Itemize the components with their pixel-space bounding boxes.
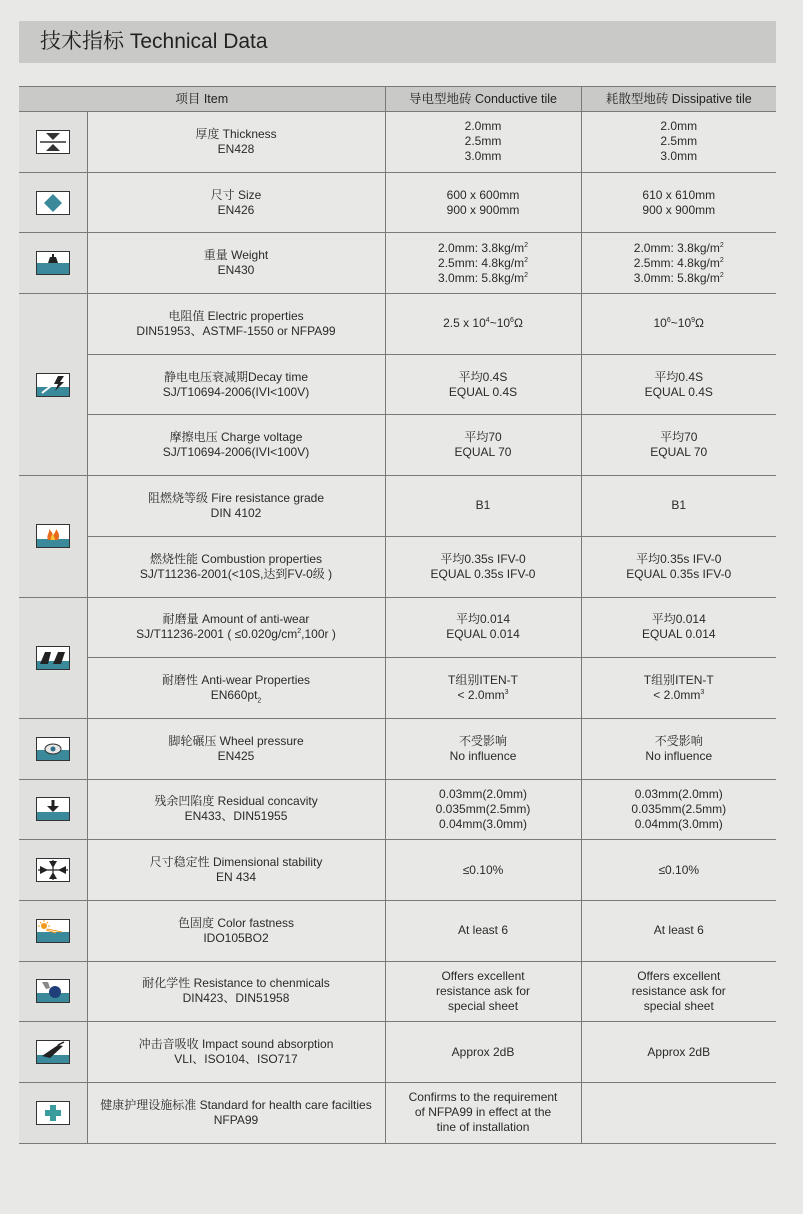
item-cell: 摩擦电压 Charge voltage SJ/T10694-2006(IVI<100V) (87, 415, 385, 476)
dissipative-cell: 2.0mm 2.5mm 3.0mm (581, 112, 776, 173)
icon-cell (19, 294, 87, 476)
table-row (19, 172, 776, 233)
size-diamond-icon (36, 191, 70, 215)
dissipative-cell: 平均0.014 EQUAL 0.014 (581, 597, 776, 658)
item-cell: 脚轮碾压 Wheel pressure EN425 (87, 718, 385, 779)
item-cell: 耐化学性 Resistance to chenmicals DIN423、DIN51958 (87, 961, 385, 1022)
icon-cell (19, 961, 87, 1022)
item-cell: 冲击音吸收 Impact sound absorption VLI、ISO104、ISO717 (87, 1022, 385, 1083)
table-row (19, 840, 776, 901)
icon-cell (19, 840, 87, 901)
item-cell: 耐磨性 Anti-wear Properties $EN660pt_2$ (87, 658, 385, 719)
table-row (19, 1022, 776, 1083)
dissipative-cell: ≤0.10% (581, 840, 776, 901)
item-cell: 残余凹陷度 Residual concavity EN433、DIN51955 (87, 779, 385, 840)
dissipative-cell: 平均0.35s IFV-0 EQUAL 0.35s IFV-0 (581, 536, 776, 597)
dissipative-cell: At least 6 (581, 900, 776, 961)
conductive-cell: 平均70 EQUAL 70 (385, 415, 581, 476)
table-row (19, 718, 776, 779)
item-cell: 静电电压衰减期Decay time SJ/T10694-2006(IVI<100V) (87, 354, 385, 415)
conductive-cell: 600 x 600mm 900 x 900mm (385, 172, 581, 233)
table-row (19, 961, 776, 1022)
page-title: 技术指标 Technical Data (19, 21, 776, 63)
item-cell: 厚度 Thickness EN428 (87, 112, 385, 173)
icon-cell (19, 900, 87, 961)
conductive-cell: 平均0.35s IFV-0 EQUAL 0.35s IFV-0 (385, 536, 581, 597)
dissipative-cell: Offers excellent resistance ask for special sheet (581, 961, 776, 1022)
lightning-icon (36, 373, 70, 397)
conductive-cell: Confirms to the requirement of NFPA99 in effect at the tine of installation (385, 1083, 581, 1144)
arrow-down-icon (36, 797, 70, 821)
table-row (19, 354, 776, 415)
chemical-drop-icon (36, 979, 70, 1003)
table-row (19, 779, 776, 840)
conductive-cell: B1 (385, 476, 581, 537)
conductive-cell: T组别ITEN-T < $2.0mm^3$ (385, 658, 581, 719)
icon-cell (19, 1083, 87, 1144)
conductive-cell: 2.0mm 2.5mm 3.0mm (385, 112, 581, 173)
item-cell: 重量 Weight EN430 (87, 233, 385, 294)
table-row (19, 658, 776, 719)
conductive-cell: Offers excellent resistance ask for special sheet (385, 961, 581, 1022)
icon-cell (19, 172, 87, 233)
item-cell: 色固度 Color fastness IDO105BO2 (87, 900, 385, 961)
dissipative-cell: 不受影响 No influence (581, 718, 776, 779)
table-header-row (19, 87, 776, 112)
conductive-cell: ≤0.10% (385, 840, 581, 901)
table-row (19, 476, 776, 537)
table-row (19, 1083, 776, 1144)
header-conductive: 导电型地砖 Conductive tile (385, 87, 581, 112)
dissipative-cell (581, 1083, 776, 1144)
item-cell: 尺寸稳定性 Dimensional stability EN 434 (87, 840, 385, 901)
technical-data-table (19, 86, 776, 1144)
conductive-cell: 0.03mm(2.0mm) 0.035mm(2.5mm) 0.04mm(3.0mm) (385, 779, 581, 840)
item-cell: 健康护理设施标准 Standard for health care facilties NFPA99 (87, 1083, 385, 1144)
item-cell: 耐磨量 Amount of anti-wear SJ/T11236-2001 ( $\le 0.020g/cm^2,100r$ ) (87, 597, 385, 658)
header-dissipative: 耗散型地砖 Dissipative tile (581, 87, 776, 112)
conductive-cell: 2.5 x $10^4\sim 10^6\Omega$ (385, 294, 581, 355)
table-row (19, 233, 776, 294)
header-item: 项目 Item (19, 87, 385, 112)
table-row (19, 415, 776, 476)
table-row (19, 900, 776, 961)
thickness-icon (36, 130, 70, 154)
icon-cell (19, 476, 87, 597)
item-cell: 阻燃烧等级 Fire resistance grade DIN 4102 (87, 476, 385, 537)
sun-icon (36, 919, 70, 943)
dissipative-cell: $10^6\sim 10^9\Omega$ (581, 294, 776, 355)
table-row (19, 294, 776, 355)
icon-cell (19, 112, 87, 173)
impact-icon (36, 1040, 70, 1064)
flame-icon (36, 524, 70, 548)
conductive-cell: 不受影响 No influence (385, 718, 581, 779)
conductive-cell: At least 6 (385, 900, 581, 961)
arrows-inward-icon (36, 858, 70, 882)
item-cell: 电阻值 Electric properties DIN51953、ASTMF-1550 or NFPA99 (87, 294, 385, 355)
conductive-cell: 平均0.4S EQUAL 0.4S (385, 354, 581, 415)
icon-cell (19, 779, 87, 840)
shoe-wear-icon (36, 646, 70, 670)
wheel-icon (36, 737, 70, 761)
dissipative-cell: 平均70 EQUAL 70 (581, 415, 776, 476)
dissipative-cell: 2.0mm: $3.8kg/m^2$ 2.5mm: $4.8kg/m^2$ 3.0mm: $5.8kg/m^2$ (581, 233, 776, 294)
icon-cell (19, 597, 87, 718)
table-row (19, 536, 776, 597)
dissipative-cell: Approx 2dB (581, 1022, 776, 1083)
medical-cross-icon (36, 1101, 70, 1125)
dissipative-cell: 0.03mm(2.0mm) 0.035mm(2.5mm) 0.04mm(3.0mm) (581, 779, 776, 840)
icon-cell (19, 1022, 87, 1083)
icon-cell (19, 233, 87, 294)
item-cell: 尺寸 Size EN426 (87, 172, 385, 233)
conductive-cell: 2.0mm: $3.8kg/m^2$ 2.5mm: $4.8kg/m^2$ 3.0mm: $5.8kg/m^2$ (385, 233, 581, 294)
dissipative-cell: T组别ITEN-T < $2.0mm^3$ (581, 658, 776, 719)
table-row (19, 112, 776, 173)
conductive-cell: 平均0.014 EQUAL 0.014 (385, 597, 581, 658)
dissipative-cell: B1 (581, 476, 776, 537)
table-row (19, 597, 776, 658)
dissipative-cell: 平均0.4S EQUAL 0.4S (581, 354, 776, 415)
icon-cell (19, 718, 87, 779)
dissipative-cell: 610 x 610mm 900 x 900mm (581, 172, 776, 233)
weight-icon (36, 251, 70, 275)
conductive-cell: Approx 2dB (385, 1022, 581, 1083)
item-cell: 燃烧性能 Combustion properties SJ/T11236-2001(<10S,达到FV-0级 ) (87, 536, 385, 597)
